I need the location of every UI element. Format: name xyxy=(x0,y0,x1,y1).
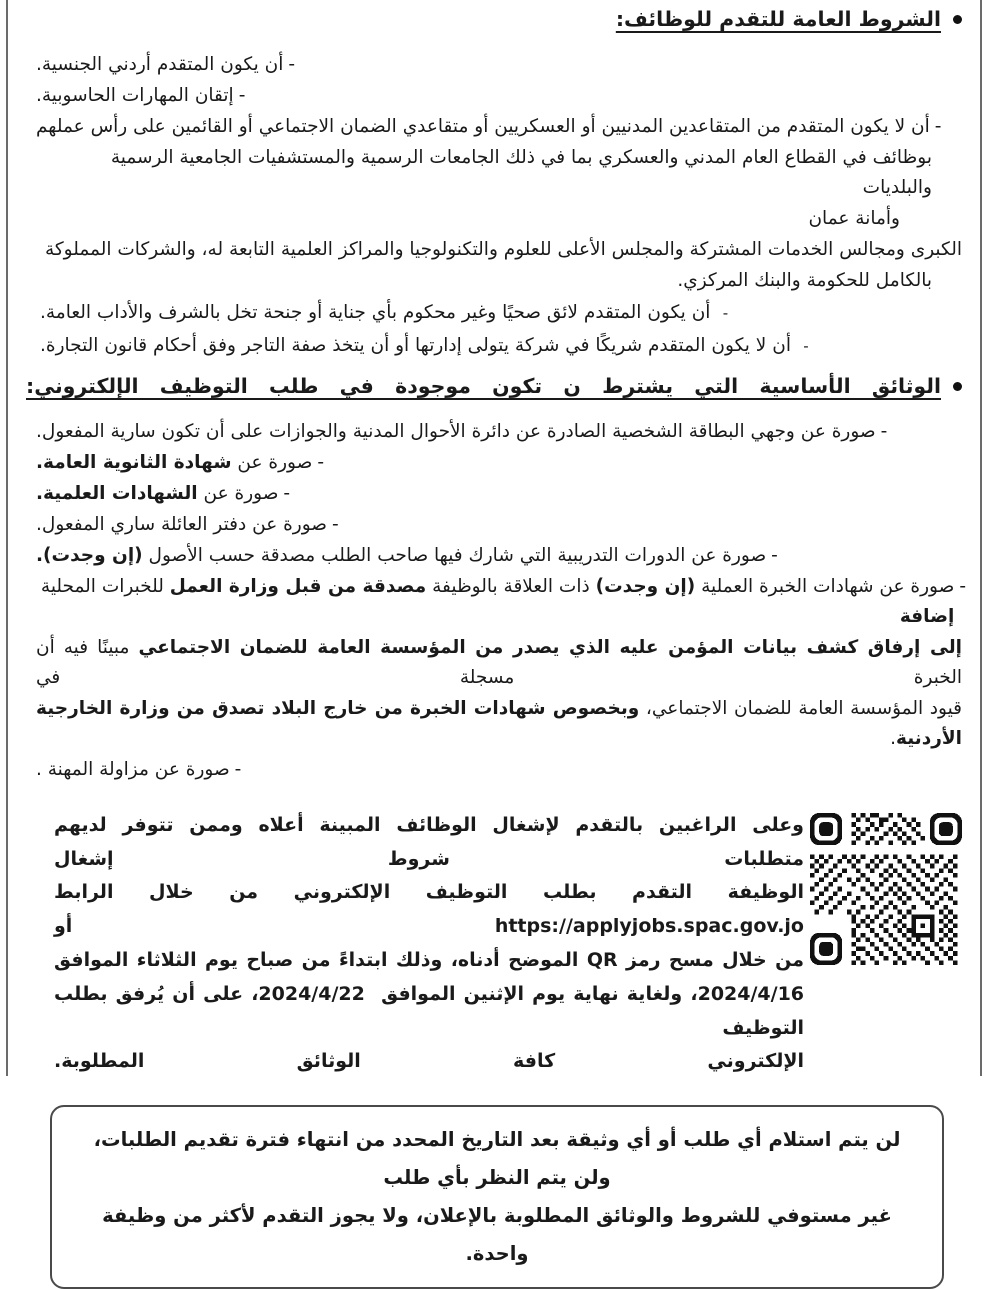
dash-marker: - xyxy=(771,545,778,567)
list-item xyxy=(26,755,966,785)
list-item-text: إتقان المهارات الحاسوبية. xyxy=(36,84,234,106)
emphasis-text: شهادة الثانوية العامة. xyxy=(36,452,232,474)
required-documents-heading-text: الوثائق الأساسية التي يشترط ن تكون موجودة في طلب التوظيف الإلكتروني: xyxy=(26,374,941,399)
dash-marker: - xyxy=(288,53,296,75)
list-item xyxy=(26,112,966,142)
plain-text: صورة عن وجهي البطاقة الشخصية الصادرة عن دائرة الأحوال المدنية والجوازات على أن تكون سارية المفعول. xyxy=(36,421,876,443)
list-item-text xyxy=(36,510,327,540)
clause-continuation-line xyxy=(26,633,966,693)
list-item xyxy=(26,572,966,632)
list-item-text xyxy=(36,572,954,632)
start-date: 2024/4/16 xyxy=(697,982,805,1005)
plain-text: ذات العلاقة بالوظيفة xyxy=(426,576,596,597)
clause-continuation-line: وأمانة عمان xyxy=(808,207,900,229)
list-item xyxy=(26,50,966,80)
list-item xyxy=(26,297,966,328)
notice-box xyxy=(50,1105,944,1289)
apply-url[interactable]: https://applyjobs.spac.gov.jo xyxy=(494,915,804,938)
dash-marker: - xyxy=(317,452,324,474)
dash-marker: - xyxy=(332,514,339,536)
list-item-text: أن لا يكون المتقدم من المتقاعدين المدنيين أو العسكريين أو متقاعدي الضمان الاجتماعي أو القائمين على رأس عملهم xyxy=(36,115,930,137)
notice-text xyxy=(86,1121,908,1273)
plain-text: . xyxy=(890,727,897,749)
list-item xyxy=(26,510,966,540)
general-conditions-heading-text: الشروط العامة للتقدم للوظائف: xyxy=(615,7,941,31)
clause-continuation-line xyxy=(26,694,966,754)
notice-line-1: لن يتم استلام أي طلب أو أي وثيقة بعد التاريخ المحدد من انتهاء فترة تقديم الطلبات، ولن يتم النظر بأي طلب xyxy=(93,1128,901,1190)
emphasis-text: إلى إرفاق كشف بيانات المؤمن عليه الذي يصدر من المؤسسة العامة للضمان الاجتماعي xyxy=(138,636,962,658)
dash-marker: - xyxy=(880,421,888,443)
list-item-text: أن يكون المتقدم أردني الجنسية. xyxy=(36,53,284,75)
list-item-text: صورة عن مزاولة المهنة . xyxy=(36,758,230,780)
list-item-text xyxy=(36,541,766,571)
clause-continuation-line: بالكامل للحكومة والبنك المركزي. xyxy=(677,269,932,291)
emphasis-text: وبخصوص شهادات الخبرة من خارج البلاد تصدق من وزارة الخارجية الأردنية xyxy=(36,697,962,749)
emphasis-text: (إن وجدت). xyxy=(36,545,143,567)
list-item-text xyxy=(36,417,876,447)
apply-line-5: الإلكتروني كافة الوثائق المطلوبة. xyxy=(54,1050,804,1073)
dash-marker: - xyxy=(803,336,809,355)
end-date: 2024/4/22 xyxy=(258,982,365,1005)
clause-continuation-line: الكبرى ومجالس الخدمات المشتركة والمجلس الأعلى للعلوم والتكنولوجيا والمراكز العلمية التابعة له، والشركات المملوكة xyxy=(44,238,962,260)
emphasis-text: الشهادات العلمية. xyxy=(36,483,198,505)
apply-line-4-mid: ، ولغاية نهاية يوم الإثنين الموافق xyxy=(381,982,698,1005)
section-heading-required-documents xyxy=(26,371,966,403)
plain-text: للخبرات المحلية xyxy=(40,576,170,597)
emphasis-text: (إن وجدت) xyxy=(595,576,696,597)
apply-line-1: وعلى الراغبين بالتقدم لإشغال الوظائف المبينة أعلاه وممن تتوفر لديهم متطلبات شروط إشغال xyxy=(54,813,804,870)
apply-line-2 xyxy=(54,876,804,944)
list-item xyxy=(26,81,966,111)
plain-text: صورة عن xyxy=(231,452,313,474)
dash-marker: - xyxy=(959,576,966,597)
dash-marker: - xyxy=(283,483,291,505)
list-item-text: أن يكون المتقدم لائق صحيًا وغير محكوم بأي جناية أو جنحة تخل بالشرف والأداب العامة. xyxy=(40,301,711,323)
plain-text: صورة عن xyxy=(197,483,279,505)
clause-continuation-line: بوظائف في القطاع العام المدني والعسكري بما في ذلك الجامعات الرسمية والمستشفيات الجامعية الرسمية والبلديات xyxy=(110,146,932,198)
qr-code-icon[interactable] xyxy=(810,813,962,965)
emphasis-text: إضافة xyxy=(899,605,955,627)
list-item xyxy=(26,479,966,509)
list-item xyxy=(26,541,966,571)
apply-line-2-after: أو xyxy=(54,915,495,938)
list-item-text xyxy=(36,448,312,478)
plain-text: صورة عن الدورات التدريبية التي شارك فيها صاحب الطلب مصدقة حسب الأصول xyxy=(142,545,767,567)
dash-marker: - xyxy=(234,758,242,780)
dash-marker: - xyxy=(934,115,942,137)
plain-text: قيود المؤسسة العامة للضمان الاجتماعي، xyxy=(639,697,962,719)
apply-instructions-text xyxy=(36,809,804,1080)
bullet-icon xyxy=(953,382,962,391)
list-item-text xyxy=(36,479,278,509)
section-heading-general-conditions xyxy=(26,4,966,36)
dash-marker: - xyxy=(238,84,246,106)
apply-line-4 xyxy=(54,978,804,1046)
apply-line-2-before: الوظيفة التقدم بطلب التوظيف الإلكتروني من خلال الرابط xyxy=(54,881,804,904)
bullet-icon xyxy=(953,15,962,24)
dash-marker: - xyxy=(722,303,729,322)
list-item xyxy=(26,330,966,361)
list-item xyxy=(26,448,966,478)
notice-line-2: غير مستوفي للشروط والوثائق المطلوبة بالإعلان، ولا يجوز التقدم لأكثر من وظيفة واحدة. xyxy=(102,1204,892,1266)
plain-text: صورة عن شهادات الخبرة العملية xyxy=(695,576,955,597)
apply-line-4-after: ، على أن يُرفق بطلب التوظيف xyxy=(54,982,804,1039)
plain-text: مبينًا فيه أن الخبرة مسجلة في xyxy=(36,636,962,688)
list-item xyxy=(26,417,966,447)
apply-line-3: من خلال مسح رمز QR الموضح أدناه، وذلك ابتداءً من صباح يوم الثلاثاء الموافق xyxy=(54,949,804,972)
plain-text: صورة عن دفتر العائلة ساري المفعول. xyxy=(36,514,328,536)
apply-instructions-block xyxy=(26,809,966,1080)
list-item-text: أن لا يكون المتقدم شريكًا في شركة يتولى إدارتها أو أن يتخذ صفة التاجر وفق أحكام قانون التجارة. xyxy=(40,334,791,356)
emphasis-text: مصدقة من قبل وزارة العمل xyxy=(169,576,427,597)
